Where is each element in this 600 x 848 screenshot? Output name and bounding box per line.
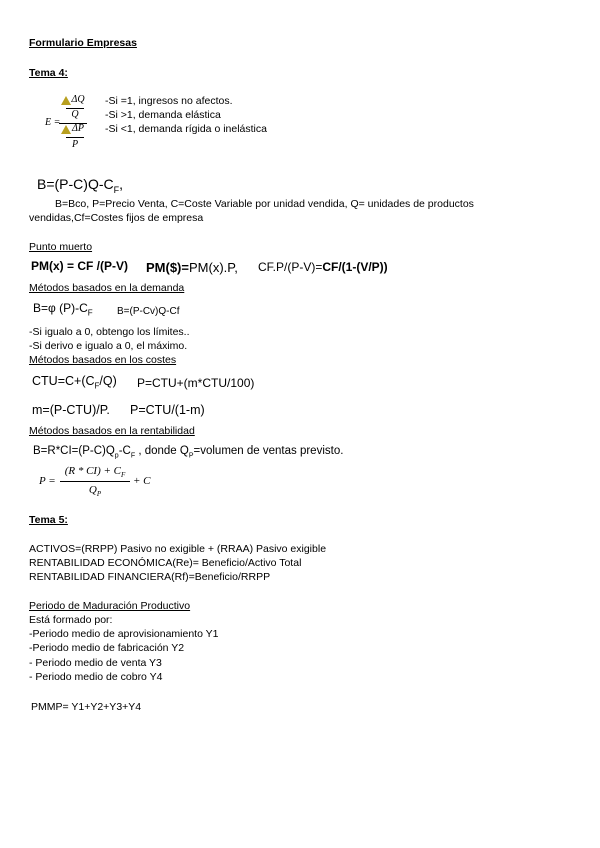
price-denominator: $Q_P$	[88, 484, 102, 499]
period-intro: Está formado por:	[29, 614, 113, 626]
demand-note: -Si derivo e igualo a 0, el máximo.	[29, 340, 188, 352]
costs-formula-margin: m=(P-CTU)/P.	[32, 403, 110, 417]
period-item: -Periodo medio de fabricación Y2	[29, 642, 185, 654]
profit-legend: vendidas,Cf=Costes fijos de empresa	[29, 212, 204, 224]
costs-heading: Métodos basados en los costes	[29, 354, 177, 366]
profitability-heading: Métodos basados en la rentabilidad	[29, 425, 195, 437]
tema5-line: ACTIVOS=(RRPP) Pasivo no exigible + (RRAA) Pasivo exigible	[29, 543, 327, 555]
price-lhs: P =	[39, 475, 56, 487]
tema5-line: RENTABILIDAD FINANCIERA(Rf)=Beneficio/RRPP	[29, 571, 271, 583]
costs-formula-price: P=CTU+(m*CTU/100)	[137, 376, 255, 390]
period-heading: Periodo de Maduración Productivo	[29, 600, 191, 612]
fraction-bar	[66, 137, 84, 138]
breakeven-formula-units: PM(x) = CF /(P-V)	[31, 259, 129, 273]
price-numerator: $(R * CI) + C_F$	[64, 465, 126, 480]
demand-note: -Si igualo a 0, obtengo los límites..	[29, 326, 190, 338]
page-title: Formulario Empresas	[29, 37, 137, 49]
tema5-line: RENTABILIDAD ECONÓMICA(Re)= Beneficio/Activo Total	[29, 557, 302, 569]
elasticity-lhs: E =	[45, 117, 61, 128]
demand-formula: B=φ $(P)-C_F$	[33, 301, 93, 318]
costs-formula-ctu: $CTU=C+(C_F/Q)$	[32, 374, 117, 391]
period-item: - Periodo medio de cobro Y4	[29, 671, 163, 683]
elasticity-num-bottom: Q	[71, 109, 79, 120]
elasticity-note: -Si >1, demanda elástica	[105, 109, 221, 121]
elasticity-num-top: ΔQ	[71, 94, 85, 105]
breakeven-formula-money: PM($)=PM(x).P,	[146, 260, 238, 275]
tema4-heading: Tema 4:	[29, 67, 68, 79]
fraction-bar	[60, 481, 130, 482]
profit-formula: $B=(P-C)Q-C_F$,	[37, 176, 124, 195]
demand-heading: Métodos basados en la demanda	[29, 282, 185, 294]
tema5-heading: Tema 5:	[29, 514, 68, 526]
elasticity-note: -Si =1, ingresos no afectos.	[105, 95, 233, 107]
costs-formula-price-alt: P=CTU/(1-m)	[130, 403, 205, 417]
period-item: - Periodo medio de venta Y3	[29, 657, 162, 669]
period-item: -Periodo medio de aprovisionamiento Y1	[29, 628, 219, 640]
profitability-formula: $B=R*CI=(P-C)Q_p-C_F$ , donde $Q_P=volumen$ de ventas previsto.	[33, 445, 344, 460]
elasticity-den-top: ΔP	[72, 123, 84, 134]
elasticity-den-bottom: P	[71, 139, 79, 150]
breakeven-formula-alt: CF.P/(P-V)=CF/(1-(V/P))	[258, 260, 388, 274]
elasticity-note: -Si <1, demanda rígida o inelástica	[105, 123, 267, 135]
price-tail: + C	[133, 475, 151, 487]
demand-formula-alt: B=(P-Cv)Q-Cf	[117, 306, 180, 317]
pmmp-formula: PMMP= Y1+Y2+Y3+Y4	[31, 701, 142, 713]
breakeven-heading: Punto muerto	[29, 241, 93, 253]
profit-legend: B=Bco, P=Precio Venta, C=Coste Variable por unidad vendida, Q= unidades de productos	[55, 198, 474, 210]
